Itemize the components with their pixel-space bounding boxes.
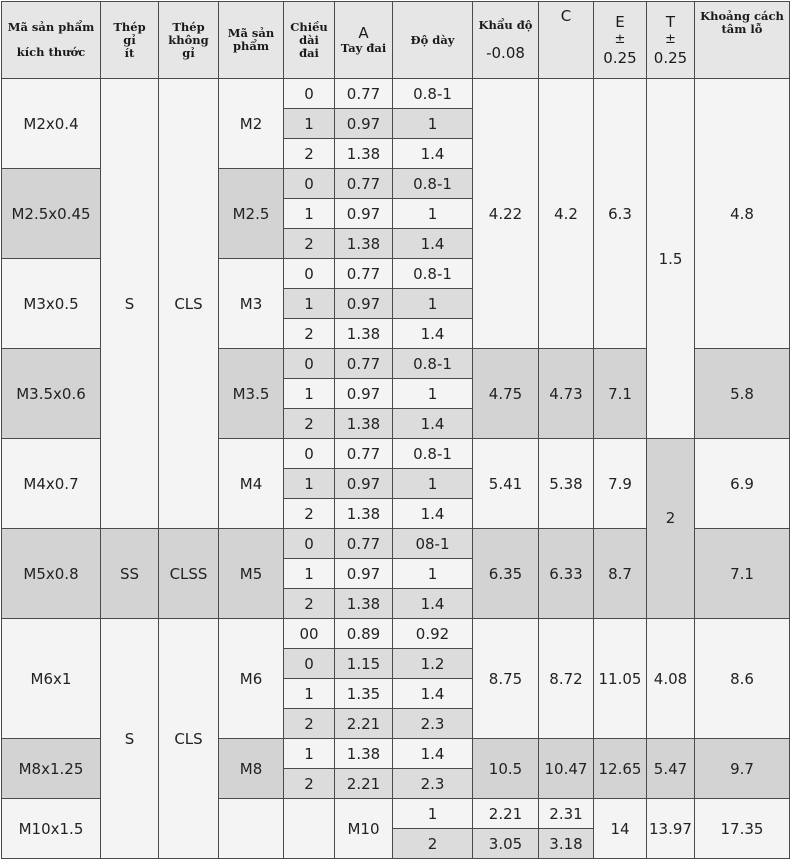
arm-cell: 1.38 <box>335 499 393 529</box>
length-cell: 1 <box>284 559 335 589</box>
carbon-steel-cell <box>219 799 284 859</box>
carbon-steel-cell: S <box>101 79 159 529</box>
header-hole-spacing: Khoảng cách tâm lỗ <box>695 2 790 79</box>
size-cell: M3.5x0.6 <box>2 349 101 439</box>
arm-cell: 0.77 <box>335 529 393 559</box>
table-row <box>2 619 790 649</box>
length-cell: 1 <box>284 109 335 139</box>
length-cell: 1 <box>284 379 335 409</box>
arm-cell: 1.15 <box>335 649 393 679</box>
thickness-cell: 0.8-1 <box>393 79 473 109</box>
length-cell: 2 <box>284 709 335 739</box>
code-cell: M4 <box>219 439 284 529</box>
c-cell: 10.47 <box>539 739 594 799</box>
bore-cell: 4.22 <box>473 79 539 349</box>
arm-cell: 0.97 <box>335 469 393 499</box>
header-e: E ± 0.25 <box>594 2 647 79</box>
thickness-cell: 2.3 <box>393 709 473 739</box>
length-cell: 2 <box>284 139 335 169</box>
size-cell: M4x0.7 <box>2 439 101 529</box>
thickness-cell: 1.4 <box>393 499 473 529</box>
size-cell: M2.5x0.45 <box>2 169 101 259</box>
hole-spacing-cell: 4.8 <box>695 79 790 349</box>
arm-cell: 0.97 <box>335 289 393 319</box>
bore-cell: 10.5 <box>473 739 539 799</box>
bore-cell: 5.41 <box>473 439 539 529</box>
arm-cell: 2.21 <box>473 799 539 829</box>
thickness-cell: 2.31 <box>539 799 594 829</box>
header-stainless-steel: Thép không gỉ <box>159 2 219 79</box>
e-cell: 11.05 <box>594 619 647 739</box>
stainless-steel-cell <box>284 799 335 859</box>
thickness-cell: 1 <box>393 199 473 229</box>
thickness-cell: 1.4 <box>393 739 473 769</box>
e-cell: 8.7 <box>594 529 647 619</box>
code-cell: M10 <box>335 799 393 859</box>
length-cell: 0 <box>284 169 335 199</box>
code-cell: M5 <box>219 529 284 619</box>
hole-spacing-cell: 6.9 <box>695 439 790 529</box>
thickness-cell: 1.4 <box>393 589 473 619</box>
arm-cell: 1.35 <box>335 679 393 709</box>
length-cell: 00 <box>284 619 335 649</box>
e-cell: 12.65 <box>594 739 647 799</box>
length-cell: 2 <box>284 589 335 619</box>
bore-cell: 14 <box>594 799 647 859</box>
arm-cell: 1.38 <box>335 139 393 169</box>
length-cell: 0 <box>284 349 335 379</box>
t-cell: 5.47 <box>647 739 695 799</box>
thickness-cell: 1.4 <box>393 679 473 709</box>
header-arm: A Tay đai <box>335 2 393 79</box>
thickness-cell: 1 <box>393 109 473 139</box>
length-cell: 1 <box>284 199 335 229</box>
thickness-cell: 1.4 <box>393 319 473 349</box>
t-cell: 2 <box>647 439 695 619</box>
length-cell: 1 <box>284 739 335 769</box>
arm-cell: 0.77 <box>335 439 393 469</box>
t-cell: 1.5 <box>647 79 695 439</box>
size-cell: M8x1.25 <box>2 739 101 799</box>
header-product-code: Mã sản phẩm <box>219 2 284 79</box>
bore-cell: 6.35 <box>473 529 539 619</box>
header-c: C <box>539 2 594 79</box>
header-length: Chiều dài đai <box>284 2 335 79</box>
stainless-steel-cell: CLSS <box>159 529 219 619</box>
arm-cell: 0.97 <box>335 109 393 139</box>
arm-cell: 3.05 <box>473 829 539 859</box>
thickness-cell: 1 <box>393 469 473 499</box>
header-row <box>2 2 790 79</box>
e-cell: 7.1 <box>594 349 647 439</box>
c-cell: 13.97 <box>647 799 695 859</box>
thickness-cell: 1.2 <box>393 649 473 679</box>
thickness-cell: 1 <box>393 559 473 589</box>
thickness-cell: 2.3 <box>393 769 473 799</box>
carbon-steel-cell: S <box>101 619 159 859</box>
thickness-cell: 08-1 <box>393 529 473 559</box>
length-cell: 2 <box>284 319 335 349</box>
code-cell: M3.5 <box>219 349 284 439</box>
bore-cell: 4.75 <box>473 349 539 439</box>
length-cell: 0 <box>284 529 335 559</box>
length-cell: 1 <box>284 469 335 499</box>
length-cell: 1 <box>284 289 335 319</box>
thickness-cell: 1.4 <box>393 139 473 169</box>
carbon-steel-cell: SS <box>101 529 159 619</box>
length-cell: 2 <box>284 769 335 799</box>
thickness-cell: 1 <box>393 289 473 319</box>
arm-cell: 1.38 <box>335 319 393 349</box>
size-cell: M5x0.8 <box>2 529 101 619</box>
length-cell: 2 <box>284 409 335 439</box>
hole-spacing-cell: 9.7 <box>695 739 790 799</box>
hole-spacing-cell: 7.1 <box>695 529 790 619</box>
arm-cell: 1.38 <box>335 409 393 439</box>
thickness-cell: 1.4 <box>393 409 473 439</box>
length-cell: 2 <box>284 229 335 259</box>
c-cell: 4.2 <box>539 79 594 349</box>
code-cell: M2.5 <box>219 169 284 259</box>
size-cell: M6x1 <box>2 619 101 739</box>
length-cell: 1 <box>393 799 473 829</box>
arm-cell: 0.77 <box>335 349 393 379</box>
code-cell: M2 <box>219 79 284 169</box>
stainless-steel-cell: CLS <box>159 79 219 529</box>
arm-cell: 2.21 <box>335 769 393 799</box>
table-row <box>2 79 790 109</box>
length-cell: 1 <box>284 679 335 709</box>
stainless-steel-cell: CLS <box>159 619 219 859</box>
length-cell: 0 <box>284 259 335 289</box>
arm-cell: 0.77 <box>335 259 393 289</box>
thickness-cell: 1 <box>393 379 473 409</box>
code-cell: M3 <box>219 259 284 349</box>
bore-cell: 8.75 <box>473 619 539 739</box>
e-cell: 7.9 <box>594 439 647 529</box>
arm-cell: 1.38 <box>335 229 393 259</box>
e-cell: 17.35 <box>695 799 790 859</box>
length-cell: 0 <box>284 79 335 109</box>
thickness-cell: 0.92 <box>393 619 473 649</box>
header-carbon-steel: Thép gỉ ít <box>101 2 159 79</box>
c-cell: 8.72 <box>539 619 594 739</box>
arm-cell: 0.89 <box>335 619 393 649</box>
thickness-cell: 0.8-1 <box>393 259 473 289</box>
code-cell: M6 <box>219 619 284 739</box>
e-cell: 6.3 <box>594 79 647 349</box>
code-cell: M8 <box>219 739 284 799</box>
arm-cell: 0.77 <box>335 79 393 109</box>
t-cell: 4.08 <box>647 619 695 739</box>
header-bore: Khẩu độ -0.08 <box>473 2 539 79</box>
arm-cell: 1.38 <box>335 589 393 619</box>
thickness-cell: 0.8-1 <box>393 439 473 469</box>
size-cell: M10x1.5 <box>2 799 101 859</box>
header-thickness: Độ dày <box>393 2 473 79</box>
header-t: T ± 0.25 <box>647 2 695 79</box>
arm-cell: 0.97 <box>335 199 393 229</box>
thickness-cell: 1.4 <box>393 229 473 259</box>
c-cell: 6.33 <box>539 529 594 619</box>
thickness-cell: 0.8-1 <box>393 349 473 379</box>
header-product-size: Mã sản phẩm kích thước <box>2 2 101 79</box>
size-cell: M2x0.4 <box>2 79 101 169</box>
c-cell: 4.73 <box>539 349 594 439</box>
hole-spacing-cell: 8.6 <box>695 619 790 739</box>
arm-cell: 0.97 <box>335 559 393 589</box>
arm-cell: 0.77 <box>335 169 393 199</box>
size-cell: M3x0.5 <box>2 259 101 349</box>
arm-cell: 0.97 <box>335 379 393 409</box>
length-cell: 0 <box>284 439 335 469</box>
thickness-cell: 3.18 <box>539 829 594 859</box>
thickness-cell: 0.8-1 <box>393 169 473 199</box>
length-cell: 2 <box>284 499 335 529</box>
arm-cell: 1.38 <box>335 739 393 769</box>
hole-spacing-cell: 5.8 <box>695 349 790 439</box>
arm-cell: 2.21 <box>335 709 393 739</box>
c-cell: 5.38 <box>539 439 594 529</box>
length-cell: 0 <box>284 649 335 679</box>
length-cell: 2 <box>393 829 473 859</box>
spec-table <box>1 1 790 859</box>
